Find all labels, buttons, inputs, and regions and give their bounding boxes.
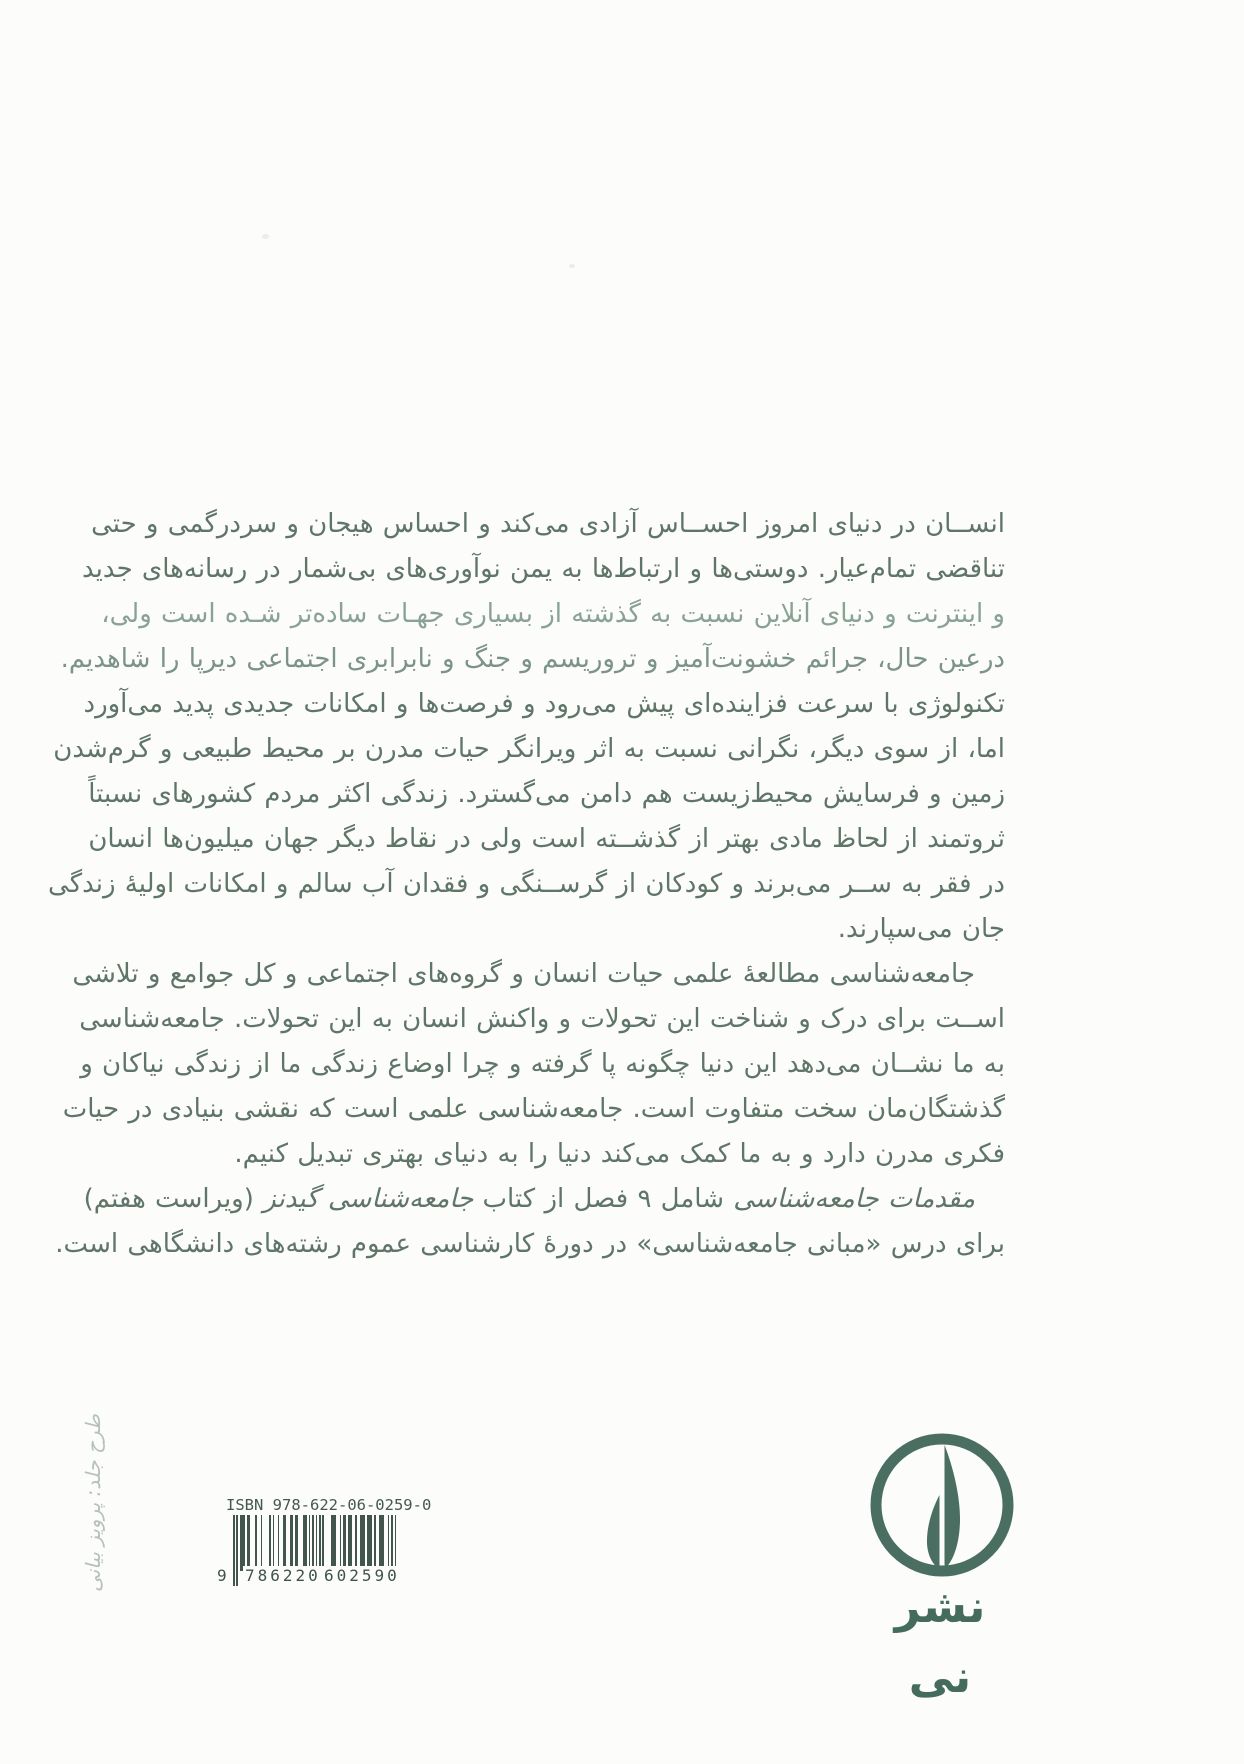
blurb-line: جان می‌سپارند. [837,914,1005,944]
source-book-italic: جامعه‌شناسی گیدنز [263,1184,474,1214]
blurb-text: شامل ۹ فصل از کتاب [473,1184,734,1214]
barcode-digit-lead: 9 [217,1566,230,1585]
blurb-line: تکنولوژی با سرعت فزاینده‌ای پیش می‌رود و فرصت‌ها و امکانات جدیدی پدید می‌آورد [83,689,1005,719]
blurb-line: درعین حال، جرائم خشونت‌آمیز و تروریسم و جنگ و نابرابری اجتماعی دیرپا را شاهدیم. [60,644,1005,674]
scan-speck [569,264,575,268]
blurb-line: ثروتمند از لحاظ مادی بهتر از گذشــته است ولی در نقاط دیگر جهان میلیون‌ها انسان [88,824,1005,854]
blurb-line: و اینترنت و دنیای آنلاین نسبت به گذشته از بسیاری جهـات ساده‌تر شـده است ولی، [101,599,1005,629]
blurb-line: انســان در دنیای امروز احســاس آزادی می‌کند و احساس هیجان و سردرگمی و حتی [91,509,1005,539]
blurb-line: جامعه‌شناسی مطالعهٔ علمی حیات انسان و گروه‌های اجتماعی و کل جوامع و تلاشی [72,959,975,989]
edition-note: (ویراست هفتم) [83,1184,264,1214]
blurb-line: به ما نشــان می‌دهد این دنیا چگونه پا گرفته و چرا اوضاع زندگی ما از زندگی نیاکان و [80,1049,1005,1079]
blurb-line: تناقضی تمام‌عیار. دوستی‌ها و ارتباط‌ها به یمن نوآوری‌های بی‌شمار در رسانه‌های جدید [82,554,1005,584]
blurb-line: گذشتگان‌مان سخت متفاوت است. جامعه‌شناسی علمی است که نقشی بنیادی در حیات [62,1094,1005,1124]
blurb-line: در فقر به ســر می‌برند و کودکان از گرســنگی و فقدان آب سالم و امکانات اولیهٔ زندگی [48,869,1005,899]
blurb-line: فکری مدرن دارد و به ما کمک می‌کند دنیا را به دنیای بهتری تبدیل کنیم. [234,1139,1005,1169]
barcode-digit-group2: 602590 [324,1566,400,1585]
blurb-line: برای درس «مبانی جامعه‌شناسی» در دورهٔ کارشناسی عموم رشته‌های دانشگاهی است. [55,1229,1005,1259]
barcode-digit-group1: 786220 [245,1566,321,1585]
cover-design-credit: طرح جلد: پرویز بیانی [81,1414,105,1592]
blurb-line: اســت برای درک و شناخت این تحولات و واکنش انسان به این تحولات. جامعه‌شناسی [79,1004,1005,1034]
back-cover-blurb [48,502,1005,1267]
book-title-italic: مقدمات جامعه‌شناسی [733,1184,975,1214]
ney-publisher-logo-icon [868,1431,1016,1579]
blurb-line: زمین و فرسایش محیط‌زیست هم دامن می‌گسترد. زندگی اکثر مردم کشورهای نسبتاً [88,779,1005,809]
blurb-line-book-title [83,1177,1005,1222]
scan-speck [262,234,269,239]
isbn-label: ISBN 978-622-06-0259-0 [226,1496,432,1514]
publisher-name: نشر نی [894,1580,986,1703]
blurb-line: اما، از سوی دیگر، نگرانی نسبت به اثر ویرانگر حیات مدرن بر محیط طبیعی و گرم‌شدن [53,734,1005,764]
